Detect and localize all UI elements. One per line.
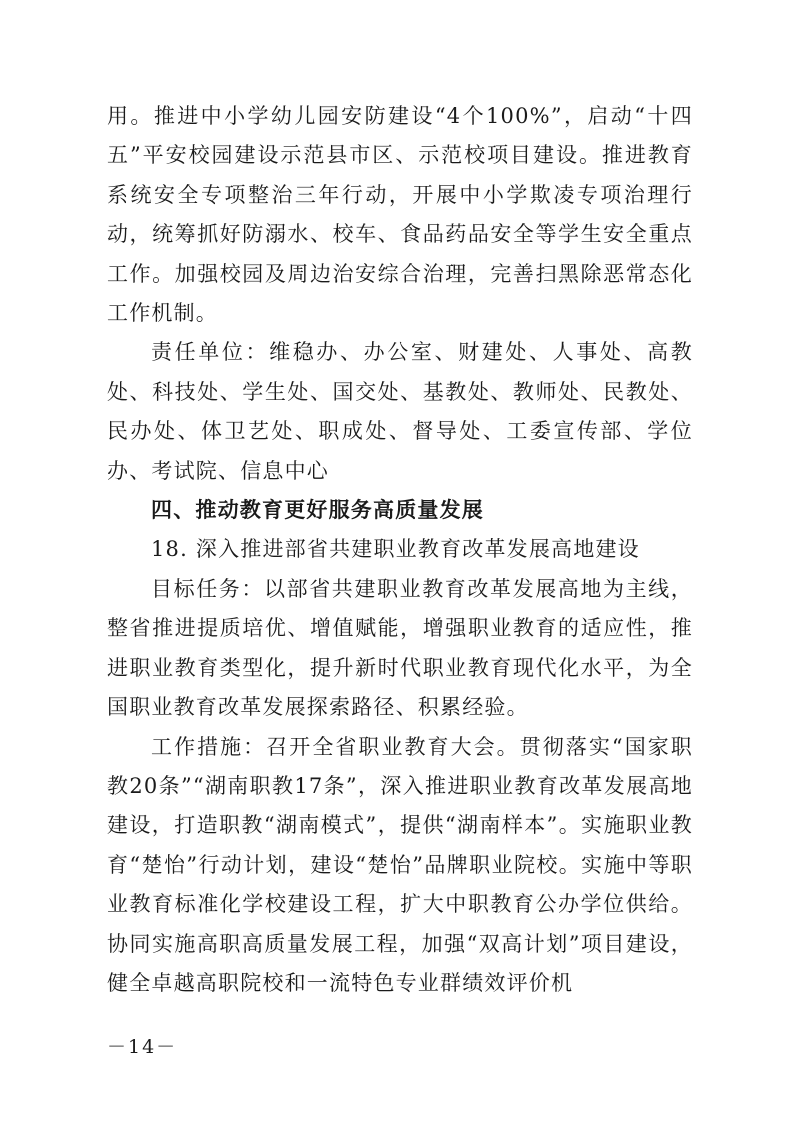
paragraph-safety-measures: 用。推进中小学幼儿园安防建设“4个100%”，启动“十四五”平安校园建设示范县市区、示范校项目建设。推进教育系统安全专项整治三年行动，开展中小学欺凌专项治理行动，统筹抓好防溺水、校车、食品药品安全等学生安全重点工作。加强校园及周边治安综合治理，完善扫黑除恶常态化工作机制。	[107, 104, 693, 326]
document-page	[107, 97, 693, 1003]
section-heading: 四、推动教育更好服务高质量发展	[151, 498, 484, 523]
page-number: －14－	[107, 1036, 178, 1058]
paragraph-measures: 工作措施：召开全省职业教育大会。贯彻落实“国家职教20条”“湖南职教17条”，深入推进职业教育改革发展高地建设，打造职教“湖南模式”，提供“湖南样本”。实施职业教育“楚怡”行动计划，建设“楚怡”品牌职业院校。实施中等职业教育标准化学校建设工程，扩大中职教育公办学位供给。协同实施高职高质量发展工程，加强“双高计划”项目建设，健全卓越高职院校和一流特色专业群绩效评价机	[107, 734, 693, 995]
paragraph-goal: 目标任务：以部省共建职业教育改革发展高地为主线，整省推进提质培优、增值赋能，增强职业教育的适应性，推进职业教育类型化，提升新时代职业教育现代化水平，为全国职业教育改革发展探索路径、积累经验。	[107, 576, 693, 720]
paragraph-responsible-units: 责任单位：维稳办、办公室、财建处、人事处、高教处、科技处、学生处、国交处、基教处、教师处、民教处、民办处、体卫艺处、职成处、督导处、工委宣传部、学位办、考试院、信息中心	[107, 340, 693, 483]
item-heading: 18. 深入推进部省共建职业教育改革发展高地建设	[151, 537, 640, 562]
